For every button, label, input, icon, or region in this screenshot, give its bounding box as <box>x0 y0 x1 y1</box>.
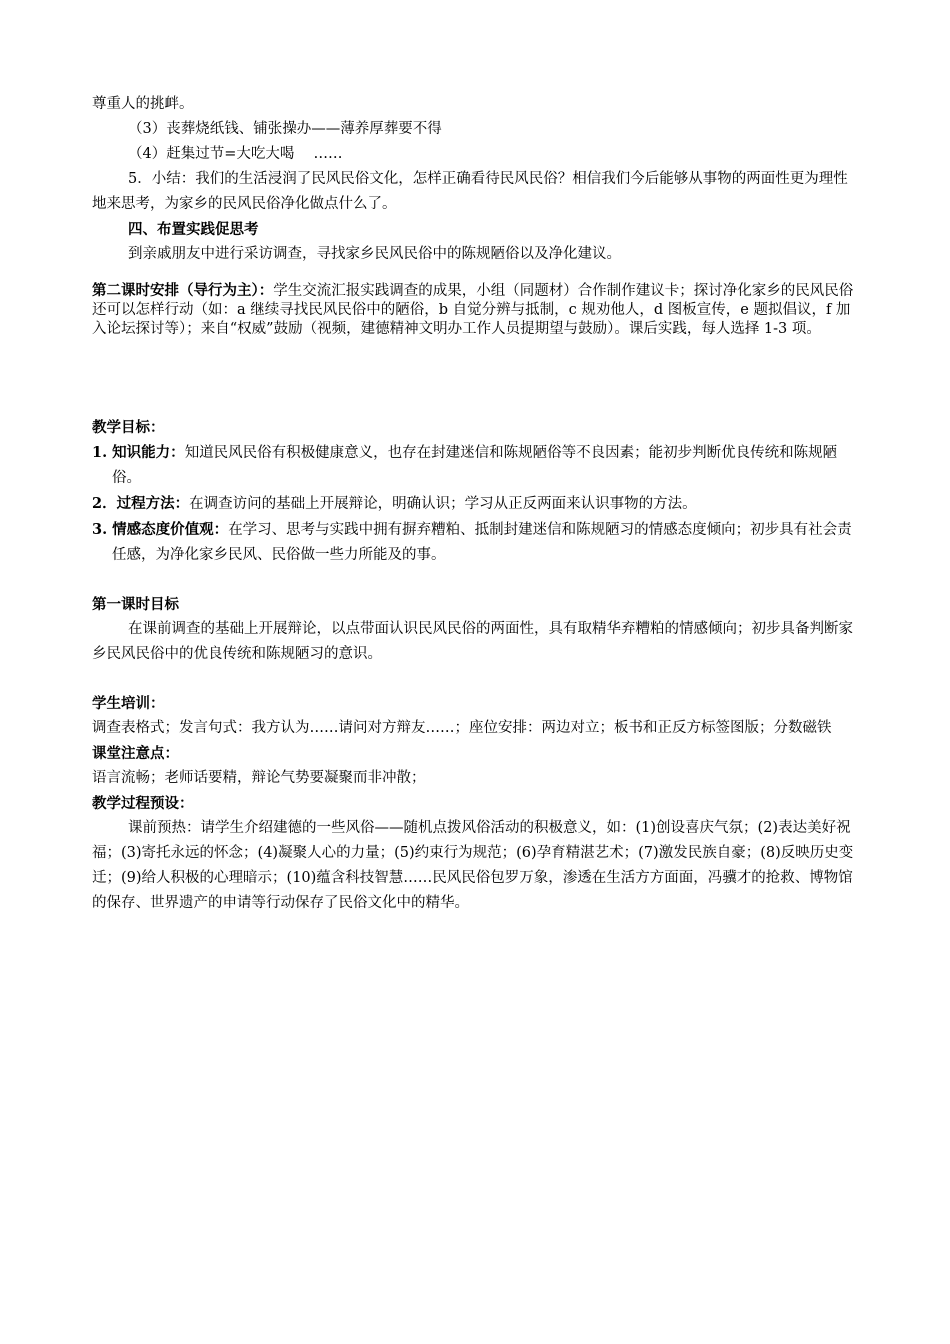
goal-3-text: 在学习、思考与实践中拥有摒弃糟粕、抵制封建迷信和陈规陋习的情感态度倾向；初步具有社会责任感，为净化家乡民风、民俗做一些力所能及的事。 <box>112 522 852 563</box>
lesson-2-paragraph <box>92 281 862 339</box>
goal-2-text: 在调查访问的基础上开展辩论，明确认识；学习从正反两面来认识事物的方法。 <box>189 496 697 512</box>
section-4-heading: 四、布置实践促思考 <box>128 221 259 238</box>
process-heading: 教学过程预设： <box>92 795 194 812</box>
notes-heading: 课堂注意点： <box>92 745 179 762</box>
goal-3-label: 3. 情感态度价值观： <box>92 521 229 538</box>
goals-heading: 教学目标： <box>92 419 165 436</box>
spacer <box>92 267 862 281</box>
spacer <box>92 339 862 415</box>
lesson-1-text: 在课前调查的基础上开展辩论，以点带面认识民风民俗的两面性，具有取精华弃糟粕的情感倾向；初步具备判断家乡民风民俗中的优良传统和陈规陋习的意识。 <box>92 621 853 662</box>
lesson-1-heading: 第一课时目标 <box>92 596 179 613</box>
training-heading: 学生培训： <box>92 695 165 712</box>
section-4-text: 到亲戚朋友中进行采访调查，寻找家乡民风民俗中的陈规陋俗以及净化建议。 <box>128 246 621 262</box>
goal-3 <box>92 517 862 568</box>
goal-1-text: 知道民风民俗有积极健康意义，也存在封建迷信和陈规陋俗等不良因素；能初步判断优良传统和陈规陋俗。 <box>112 445 838 486</box>
goal-2-label: 2．过程方法： <box>92 495 190 512</box>
list-item-4: （4）赶集过节=大吃大喝 …… <box>128 146 343 162</box>
training-text: 调查表格式；发言句式：我方认为……请问对方辩友……；座位安排：两边对立；板书和正反方标签图版；分数磁铁 <box>92 720 832 736</box>
summary-paragraph: 5．小结：我们的生活浸润了民风民俗文化，怎样正确看待民风民俗？相信我们今后能够从事物的两面性更为理性地来思考，为家乡的民风民俗净化做点什么了。 <box>92 171 848 212</box>
lesson-2-text: 学生交流汇报实践调查的成果，小组（同题材）合作制作建议卡；探讨净化家乡的民风民俗还可以怎样行动（如：a 继续寻找民风民俗中的陋俗，b 自觉分辨与抵制，c 规劝他人，d 图板宣传，e 题拟倡议，f 加入论坛探讨等）；来自“权威”鼓励（视频，建德精神文明办工作人员提期望与鼓励）。课后实践，每人选择 1-3 项。 <box>92 283 854 337</box>
lesson-2-label: 第二课时安排（导行为主）： <box>92 282 274 299</box>
goal-1 <box>92 440 862 491</box>
goal-1-label: 1. 知识能力： <box>92 444 185 461</box>
document-page <box>92 92 862 916</box>
goal-2 <box>92 491 862 517</box>
continued-line: 尊重人的挑衅。 <box>92 96 194 112</box>
notes-text: 语言流畅；老师话要精，辩论气势要凝聚而非冲散； <box>92 770 426 786</box>
list-item-3: （3）丧葬烧纸钱、铺张操办——薄养厚葬要不得 <box>128 121 442 137</box>
spacer <box>92 667 862 691</box>
spacer <box>92 568 862 592</box>
process-text: 课前预热：请学生介绍建德的一些风俗——随机点拨风俗活动的积极意义，如：(1)创设喜庆气氛；(2)表达美好祝福；(3)寄托永远的怀念；(4)凝聚人心的力量；(5)约束行为规范；(6)孕育精湛艺术；(7)激发民族自豪；(8)反映历史变迁；(9)给人积极的心理暗示；(10)蕴含科技智慧……民风民俗包罗万象，渗透在生活方方面面，冯骥才的抢救、博物馆的保存、世界遗产的申请等行动保存了民俗文化中的精华。 <box>92 820 854 911</box>
